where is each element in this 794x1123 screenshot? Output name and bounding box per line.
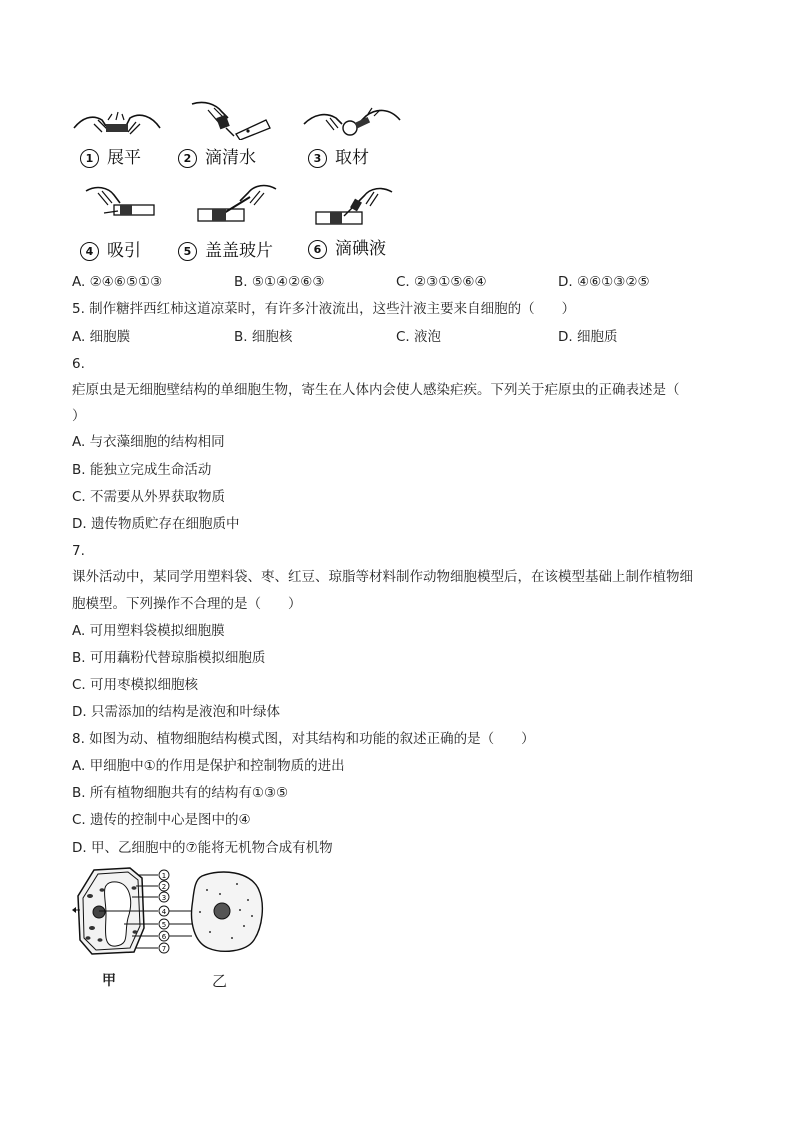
step-3-number: 3 [308,149,327,168]
step-4-label: 吸引 [107,241,141,261]
step-5-caption [178,240,273,262]
q6-option-b: B. 能独立完成生命活动 [72,462,212,478]
animal-cell [192,872,263,951]
q5-option-c: C. 液泡 [396,329,442,345]
figure-label-plant-cell: 甲 [102,973,116,989]
q8-stem: 8. 如图为动、植物细胞结构模式图，对其结构和功能的叙述正确的是（ ） [72,731,535,747]
cover-slip-icon [194,183,278,225]
q7-option-d: D. 只需添加的结构是液泡和叶绿体 [72,704,280,720]
q7-option-c: C. 可用枣模拟细胞核 [72,677,199,693]
q6-option-a: A. 与衣藻细胞的结构相同 [72,434,225,450]
step-1-label: 展平 [107,148,141,168]
step-3-label: 取材 [335,148,369,168]
step-1-illustration [72,100,162,142]
marker-7: 7 [161,945,167,953]
q5-stem: 5. 制作糖拌西红柿这道凉菜时，有许多汁液流出，这些汁液主要来自细胞的（ ） [72,301,576,317]
q4-option-a: A. ②④⑥⑤①③ [72,274,163,290]
q6-option-d: D. 遗传物质贮存在细胞质中 [72,516,240,532]
step-5-label: 盖盖玻片 [205,241,273,261]
q8-option-b: B. 所有植物细胞共有的结构有①③⑤ [72,785,289,801]
step-6-label: 滴碘液 [335,239,386,259]
q6-number: 6. [72,356,85,372]
cell-structure-figure [72,866,272,991]
step-5-illustration [194,183,278,225]
cell-diagram [72,866,272,971]
marker-2: 2 [161,883,167,891]
q8-option-a: A. 甲细胞中①的作用是保护和控制物质的进出 [72,758,345,774]
marker-5: 5 [161,921,167,929]
step-1-caption [80,147,141,169]
marker-6: 6 [161,933,167,941]
step-1-number: 1 [80,149,99,168]
q7-option-b: B. 可用藕粉代替琼脂模拟细胞质 [72,650,266,666]
q7-option-a: A. 可用塑料袋模拟细胞膜 [72,623,225,639]
q5-option-a: A. 细胞膜 [72,329,131,345]
marker-1: 1 [161,872,167,880]
step-3-caption [308,147,369,169]
q7-stem-line2: 胞模型。下列操作不合理的是（ ） [72,596,302,612]
step-5-number: 5 [178,242,197,261]
blotting-paper-icon [84,183,158,225]
step-4-illustration [84,183,158,225]
figure-label-animal-cell: 乙 [212,972,228,990]
q8-option-c: C. 遗传的控制中心是图中的④ [72,812,251,828]
q4-option-c: C. ②③①⑤⑥④ [396,274,487,290]
q4-option-b: B. ⑤①④②⑥③ [234,274,325,290]
step-4-number: 4 [80,242,99,261]
q6-stem-line2: ） [72,408,86,424]
step-6-number: 6 [308,240,327,259]
q5-option-d: D. 细胞质 [558,329,618,345]
step-2-label: 滴清水 [205,148,256,168]
dropper-water-icon [190,98,272,140]
step-3-illustration [302,100,402,142]
tweezers-taking-sample-icon [302,100,402,142]
step-6-illustration [312,186,394,228]
step-6-caption [308,238,386,260]
q6-stem-line1: 疟原虫是无细胞壁结构的单细胞生物，寄生在人体内会使人感染疟疾。下列关于疟原虫的正确表述是（ [72,382,680,398]
dropper-iodine-icon [312,186,394,228]
step-2-number: 2 [178,149,197,168]
q5-option-b: B. 细胞核 [234,329,293,345]
step-2-caption [178,147,256,169]
step-4-caption [80,240,141,262]
q8-option-d: D. 甲、乙细胞中的⑦能将无机物合成有机物 [72,840,333,856]
q4-option-d: D. ④⑥①③②⑤ [558,274,650,290]
hand-spreading-icon [72,100,162,142]
q7-stem-line1: 课外活动中，某同学用塑料袋、枣、红豆、琼脂等材料制作动物细胞模型后，在该模型基础上制作植物细 [72,569,693,585]
q6-option-c: C. 不需要从外界获取物质 [72,489,226,505]
q7-number: 7. [72,543,85,559]
marker-3: 3 [161,894,167,902]
step-2-illustration [190,98,272,140]
marker-4: 4 [161,908,167,916]
